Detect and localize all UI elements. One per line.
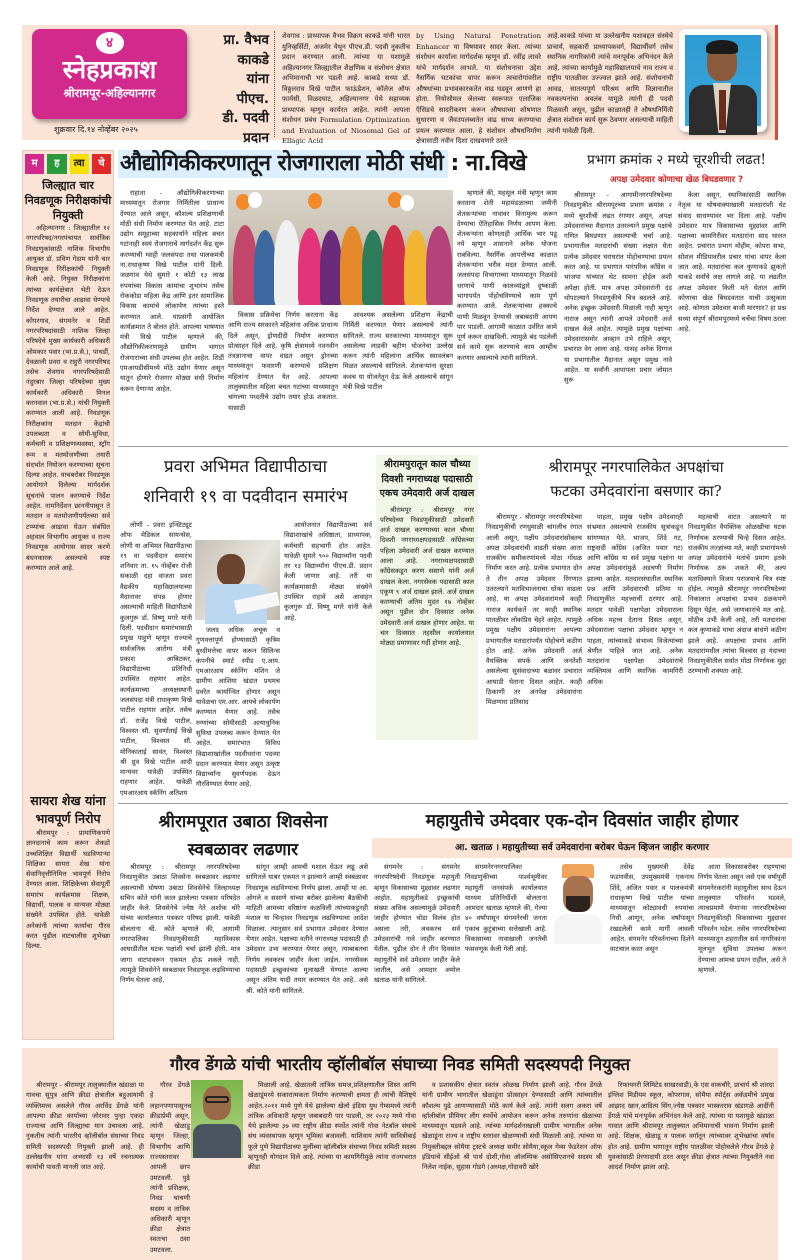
article-text: जलद अधिक अचूक व गुणवत्तापूर्ण होण्यासाठी कृत्रिम बुध्दीमत्तेचा वापर करून सिलिन्स कंपनीचे स्मार्ट स्पीड ए.आय. एमआरआय स्कॅनिंग मशिन जे ग्रामीण आशिया खंडात प्रथमच प्रवरेत कार्यान्वित होणार असून यावेळचा एम.आर. आयचे लोकार्पण करण्यात येणार आहे. तसेच रुग्णांच्या सोयीसाठी अत्याधुनिक सुविधा उपलब्ध करून देण्यात येत आहेत. समारंभात विविध विद्याशाखांतील पदवीधरांना पदव्या प्रदान करण्यात येणार असून उत्कृष्ट विद्यार्थ्यांना सुवर्णपदक देऊन गौरविण्यात येणार आहे. — [196, 626, 280, 789]
story-headline — [118, 452, 373, 512]
label-letter: त्वा — [70, 154, 89, 174]
headline-line: डी. पदवी — [222, 110, 269, 126]
person-photo — [550, 862, 606, 944]
event-photo — [228, 190, 453, 305]
article-text: श्रीरामपूर - श्रीरामपूर नगरपरिषदेच्या निवडणुकीची रणधुमाळी चांगलीच रंगात आली असून, पक्षीय उमेदवारांसोबतच अपक्ष उमेदवारांची वाढती संख्या आता राजकीय समीकरणांमध्ये मोठा गोंधळ निर्माण करत आहे. प्रत्येक प्रभागात दोन ते तीन अपक्ष उमेदवार रिंगणात उतरल्याने मतविभाजनाचा धोका वाढला आहे. या अपक्ष उमेदवारांमध्ये काही नाराज कार्यकर्ते तर काही स्थानिक पातळीवर लोकप्रिय चेहरे आहेत. त्यामुळे प्रमुख पक्षीय उमेदवारांना आपल्या प्रभागातील मतदारांपर्यंत पोहोचणे कठीण होत आहे. अनेक उमेदवारी अर्ज वैयक्तिक संपर्क आणि जनतेशी असलेल्या सुसंवादाच्या बळावर प्रचारात आघाडी घेताना दिसत आहेत. काही ठिकाणी तर अनपेक्ष उमेदवारांना मिळणारा प्रतिसाद — [486, 513, 582, 707]
headline-line: श्रीरामपूरात उबाठा शिवसेना — [158, 812, 328, 832]
left-column — [22, 150, 114, 1040]
newspaper-logo — [32, 29, 187, 119]
paper-place: श्रीरामपूर-अहिल्यानगर — [63, 86, 156, 100]
article-text: तसेच मुख्यमंत्री देवेंद्र फडणवीस, उपमुख्यमंत्री एकनाथ शिंदे, अजित पवार व पालकमंत्री राधाकृष्ण विखे पाटील यांच्या माध्यमातून कोट्यावधी रुपयांचा निधी आणून, अनेक वर्षांपासून रखडलेली कामे मार्गी लावली आहेत. संगमनेर परिवर्तनाच्या दिशेने वाटचाल करत असून — [610, 863, 694, 954]
story-headline: प्रभाग क्रमांक २ मध्ये चूरशीची लढत! — [587, 152, 766, 168]
dateline: शुक्रवार दि.१४ नोव्हेंबर २०२५ — [54, 125, 138, 134]
headline-line: फटका उमेदवारांना बसणार का? — [550, 482, 722, 500]
article-text: सांगून आम्ही आमची मशाल घेऊन लढू असे सांगितले याबर एकमत न झाल्याने आम्ही स्वबळावर निवडणूक लढविण्याचा निर्णय झाला. आम्ही या आ. ओगले व ससाणे यांच्या बरोबर झालेल्या बैठकीची माहिती आमच्या वरिष्ठांना कळविली त्यांच्याकडूनही मशाल या चिन्हावर निवडणूक लढविण्याचा आदेश मिळाला. त्यानुसार सर्व प्रभागात उमेदवार देण्यात येणार आहेत. पक्षाच्या वतीने नगराध्यक्ष पदासाठी ही उमेदवार उभा करण्यात येणार असून, त्याबाबतचा निर्णय लवकरच जाहीर केला जाईल. नगरसेवक पदासाठी इच्छुकांच्या मुलाखती घेण्यात आल्या असून अंतिम यादी तयार करण्यात येत आहे. असे श्री. कोते यांनी सांगितले. — [246, 863, 368, 995]
label-letter: चे — [92, 154, 111, 174]
article-text: रिफायनरी लिमिटेड साखरवाडी),के एस वाकचौरे, प्राचार्य श्री शारदा इंग्लिश मिडीयम स्कूल, कोपरगाव, सोमैया स्पोर्ट्स अकॅडमीचे प्रमुख आझाद खान,आदित्य सिंग,ज्येष्ठ पत्रकार भास्करराव खंडागळे आदींनी डेंगळे यांचे मनःपूर्वक अभिनंदन केले आहे. त्यांच्या या यशामुळे खंडाळा गावात आणि श्रीरामपूर तालुक्यात अभिमानाची भावना निर्माण झाली आहे. शिक्षक, खेळाडू व पालक वर्गातून त्यांच्यावर शुभेच्छांचा वर्षाव होत आहे. ग्रामीण भागातून राष्ट्रीय पातळीवर पोहोचलेले गौरव डेंगळे हे युवकांसाठी प्रेरणादायी ठरत असून क्रीडा क्षेत्रात त्यांच्या नियुक्तीने नवा आदर्श निर्माण झाला आहे. — [608, 1081, 774, 1172]
article-text: शेवगाव : प्राध्यापक वैभव विक्रम काकडे यांनी भारत युनिव्हर्सिटी, अजमेर येथून पीएच.डी. पदवी नुकतीच प्रदान करण्यात आली. त्यांच्या या यशामुळे अहिल्यानगर जिल्ह्यातील शैक्षणिक व संशोधन क्षेत्रात अभिमानाची भर पडली आहे. काकडे सध्या डॉ. विठ्ठलराव विखे पाटील फाऊंडेशन, कॉलेज ऑफ फार्मसी, विळदघाट, अहिल्यानगर येथे सहाय्यक प्राध्यापक म्हणून कार्यरत आहेत. त्यांनी आपला संशोधन प्रबंध Formulation Optimization and Evaluation of Niosomal Gel of Ellagic Acid — [282, 32, 410, 145]
headline-line: प्रा. वैभव — [223, 32, 269, 48]
article-text: केला असून, स्थानिकांसाठी स्थानिक नेतृत्व या घोषवाक्याखाली मतदारांशी थेट संवाद साधण्यावर भर दिला आहे. पक्षीय उमेदवार मात्र विकासाच्या मुद्द्यांवर आणि पक्षाच्या कामगिरीवर मतदारांना साद घालत आहेत. प्रचारात प्रभाग मोहीम, कोपरा सभा, सोशल मीडियावरील प्रचार यांचा वापर केला जात आहे. मतदारांचा कल कुणाकडे झुकतो याकडे सर्वांचे लक्ष लागले आहे. या लढतीत अपक्ष उमेदवार किती मते घेतात आणि कोणाचा खेळ बिघडवतात याची उत्सुकता आहे. कोणता उमेदवार बाजी मारणार? हा प्रश्न सध्या संपूर्ण श्रीरामपूरमध्ये चर्चेचा विषय ठरला आहे. — [678, 191, 786, 333]
article-text: श्रीरामपूर - आगामीनगरपरिषदेच्या निवडणुकीत श्रीरामपूरच्या प्रभाग क्रमांक २ मध्ये चुरशीची लढत रंगणार असून, अपक्ष उमेदवारांच्या मैदानात उतरल्याने प्रमुख पक्षांचे गणित बिघडणार असल्याची चर्चा आहे. प्रभागातील मतदारांची संख्या लक्षात घेता प्रत्येक उमेदवार घराघरांत पोहोचण्याचा प्रयत्न करत आहे. या प्रभागात पारंपरिक काँग्रेस व भाजपा यांच्यात थेट सामना होईल अशी अपेक्षा होती. मात्र अपक्ष उमेदवारांनी दंड थोपटल्याने निवडणुकीचे चित्र बदलले आहे. अनेक इच्छुक उमेदवारी मिळाली नाही म्हणून नाराज असून त्यांनी आपले उमेदवारी अर्ज दाखल केले आहेत. त्यामुळे प्रमुख पक्षांच्या उमेदवारांसमोर आव्हान उभे राहिले असून, प्रचारात वेग आला आहे. यासह अनेक दिग्गज या प्रभागातील मैदानात असून प्रमुख नावे आहेत. या सर्वांनी आपापला प्रचार जोमात सुरू — [564, 191, 672, 385]
article-text: by Using Natural Penetration Enhancer या विषयावर सादर केला. त्यांच्या संशोधन कार्याला मार्गदर्शक म्हणून डॉ. रवींद्र लावरे यांचे मार्गदर्शन लाभले. या संशोधनाचा उद्देश नैसर्गिक घटकांचा वापर करून त्वचारोगांवरील औषधांच्या प्रभावकारकतेत वाढ घडवून आणणे हा होता. नियोसोमल जेलच्या स्वरूपात एलाजिक ऍसिडचे सादरीकरण करून औषधाच्या शोषणात सुधारणा व जैवउपलब्धतेत वाढ साध्य करण्याचा प्रयत्न करण्यात आला. हे संशोधन औषधनिर्माण क्षेत्रासाठी नवीन दिशा दाखवणारे ठरले — [416, 32, 541, 145]
page-number: ४ — [96, 32, 124, 54]
article-text: पाहता, प्रमुख पक्षीय उमेदवारही संभ्रमात असल्याचे राजकीय सूत्रांकडून सांगण्यात येते. भाजप, शिंदे गट, राष्ट्रवादी काँग्रेस (अजित पवार गट) आणि काँग्रेस या सर्व प्रमुख पक्षांना या अपक्ष उमेदवारांमुळे अडचणी निर्माण झाल्या आहेत. मतदारसंघातील स्थानिक प्रश्न आणि उमेदवाराची प्रतिमा या निवडणुकीत महत्त्वाची ठरणार आहे. मतदार यावेळी पक्षापेक्षा उमेदवाराला अधिक महत्त्व देताना दिसत असून, उमेदवाराला पक्षाचा उमेदवार म्हणून न पाहता, त्यांच्याकडे संभाव्य विजेत्यांच्या श्रेणीत पाहिले जात आहे. अनेक मतदारांना पक्षापेक्षा उमेदवाराचे व्यक्तिमत्व आणि स्थानिक कामगिरी अधिक — [587, 513, 683, 686]
story-headline — [118, 808, 368, 864]
masthead — [22, 25, 778, 146]
masthead-headline — [194, 31, 269, 148]
headline-line: पीएच. — [236, 90, 269, 107]
person-photo — [191, 1080, 243, 1158]
story-headline — [486, 455, 786, 503]
article-text: विकास प्रक्रियेचा निर्णय करताना केंद्र आणि राज्य सरकारने महिलांना अधिक प्राधान्य दिले असून, ड्रोणदीदी निर्माण करण्यात प्रोत्साहन दिले आहे. कृषि क्षेत्रामध्ये नवनवीन तंत्रज्ञानाचा वापर वाढत असून ड्रोनच्या माध्यमातून फवारणी करण्याचे प्रशिक्षण महिलांना देण्यात येत आहे. आपल्या तालुक्यातील महिला बचत गटांच्या माध्यमातून चांगल्या पध्दतीचे उद्योग तयार होऊ शकतात. यासाठी — [228, 311, 338, 412]
article-text: श्रीरामपूर : प्रामाणिकपणे ज्ञानदानाचे काम करून शेकडो उच्चशिक्षित विद्यार्थी घडविणाऱ्या शिक्षिका सायरा शेख यांना सेवानिवृत्तीनिमित्त भावपूर्ण निरोप देण्यात आला. शिक्षिकेच्या सेवापूर्ती समारंभ कार्यक्रमास शिक्षक, विद्यार्थी, पालक व मान्यवर मोठ्या संख्येने उपस्थित होते. यावेळी अनेकांनी त्यांच्या कार्याचा गौरव करत पुढील वाटचालीस शुभेच्छा दिल्या. — [26, 829, 110, 951]
column-divider — [274, 31, 277, 137]
story-headline: श्रीरामपुरातून काल चौथ्या दिवशी नगराध्यक्ष पदासाठी एकच उमेदवारी अर्ज दाखल — [379, 459, 475, 499]
article-text: संगमनेरनगरपालिका निवडणुकीच्या पार्श्वभूमीवर महायुती जनसंपर्क कार्यालयात माध्यम प्रतिनिधींशी बोलताना आमदार खताळ म्हणाले की, गेल्या ४० वर्षांपासून संगमनेरची जनता एकाच कुटुंबाच्या सत्तेखाली आहे. विकासाच्या नावाखाली जनतेची फसवणूक केली गेली आहे. — [465, 863, 547, 954]
portrait-photo — [679, 29, 767, 132]
article-text: महत्वाची वाटत असल्याने या निवडणुकीत वैयक्तिक ओळखीचा घटक निर्णायक ठरण्याची चिन्हे दिसत आहेत. राजकीय तज्ज्ञांच्या मते, काही प्रभागांमध्ये अपक्ष उमेदवारांचे मतांचे प्रमाण इतके निर्णायक ठरू शकते की, अल्प मताधिक्याने विजय पराजयाचे चित्र स्पष्ट होईल. त्यामुळे श्रीरामपूर नगरपरिषदेच्या निकालात अपक्षांचा प्रभाव ठळकपणे दिसून येईल, असे जाणकारांचे मत आहे. मोठीच उभी केली आहे, तरी मतदारांचा कल कुणाकडे याचा अंदाज बांधणे कठीण झाले आहे. अपक्षांचा प्रभाव आणि मतदारांमधील त्यांचा विश्वास हा यंदाच्या निवडणुकीतील सर्वात मोठा निर्णायक मुद्दा ठरण्याची शक्यता आहे. — [688, 513, 786, 676]
article-text: श्रीरामपूर : श्रीरामपूर नगरपरिषदेच्या निवडणुकीत उबाठा शिवसेना स्वबळावर लढणार असल्याची घोषणा उबाठा शिवसेनेचे जिल्हाध्यक्ष सचिन कोते यांनी काल झालेल्या पत्रकार परिषदेत जाहीर केले. शिवसेनेचे ज्येष्ठ नेते अशोक थोरे यांच्या कार्यालयात पत्रकार परिषद झाली. यावेळी बोलताना श्री. कोते म्हणाले की, आगामी नगरपालिका निवडणुकीसाठी महाविकास आघाडीतील घटक पक्षांशी चर्चा झाली होती. मात्र जागा वाटपावरून एकमत होऊ शकले नाही. त्यामुळे शिवसेनेने स्वबळावर निवडणूक लढविण्याचा निर्णय घेतला आहे. — [120, 863, 241, 985]
headline-line: श्रीरामपूर नगरपालिकेत अपक्षांचा — [548, 458, 724, 476]
label-letter: ह — [47, 154, 66, 174]
story-headline: गौरव डेंगळे यांची भारतीय व्हॉलीबॉल संघाच्या निवड समिती सदस्यपदी नियुक्त — [170, 1055, 630, 1074]
story-headline: जिल्ह्यात चार निवडणूक निरीक्षकांची नियुक्ती — [24, 179, 112, 222]
article-text: राहाता - औद्योगिकीकरणाच्या माध्यमातून रोजगार निर्मितीला प्राधान्य देण्यात आले असून, कौशल्य प्रशिक्षणाची मोठी संधी निर्माण करण्यात येत आहे. टाटा उद्योग समूहाच्या सहकार्याने महिला बचत गटांनाही स्वयं रोजगाराचे मार्गदर्शन केंद्र सुरू करण्याची ग्वाही जलसंपदा तथा पालकमंत्री ना.राधाकृष्ण विखे पाटील यांनी दिली. जळगाव येथे सुमारे १ कोटी १३ लाख रुपयांच्या विकास कामांचा शुभारंभ तसेच रोककोडा महिला केंद्र आणि इतर सामाजिक विकास कामांचे लोकार्पण त्यांच्या हस्ते करण्यात आले. याप्रसंगी आयोजित कार्यक्रमात ते बोलत होते. आपल्या भाषणात मंत्री विखे पाटील म्हणाले की, औद्योगिकीकरणामुळे ग्रामीण भागात रोजगाराच्या संधी उपलब्ध होत आहेत. शिर्डी एमआयडीसीमध्ये मोठे उद्योग येणार असून यातून होणारे रोजगार मोठ्या संधी निर्माण करून देणाऱ्या आहेत. — [120, 189, 224, 393]
article-text: व प्रशासकीय क्षेत्रात स्वतंत्र ओळख निर्माण झाली आहे. गौरव डेंगळे यांनी ग्रामीण भागातील खेळाडूंना प्रोत्साहन देण्यासाठी आणि त्यांच्यातील कौशल्य पुढे आणण्यासाठी मोठे कार्य केले आहे. त्यांनी सलग अकरा वर्षे व्हॉलीबॉल प्रीमियर लीग स्पर्धेचे आयोजन करून अनेक तरुणांना खेळाच्या माध्यमातून घडवले आहे. त्यांच्या मार्गदर्शनाखाली ग्रामीण भागातील अनेक खेळाडूंना राज्य व राष्ट्रीय स्तरावर खेळण्याची संधी मिळाली आहे. त्यांच्या या नियुक्तीबद्दल सोमैया ट्रस्टचे अध्यक्ष समीर सोमैया,स्कूल गेम्स फेडरेशन ऑफ इंडियाचे सीईओ श्री पार्थ दोशी,गोवा ऑलम्पिक असोसिएशनचे सदस्य श्री निलेश नाईक, सुहास गोडगे (अध्यक्ष,गोदावरी खोरे — [422, 1081, 602, 1172]
section-divider — [118, 446, 788, 447]
article-text: अहिल्यानगर : जिल्ह्यातील १२ नगरपरिषद/नगरपंचायत सार्वत्रिक निवडणुकांसाठी नाशिक विभागीय आयुक्त डॉ. प्रविण गेडाम यांनी चार निवडणूक निरीक्षकांची नियुक्ती केली आहे. नियुक्त निरीक्षकांना त्यांच्या कार्यक्षेत्रात भेटी देऊन निवडणूक तयारीचा आढावा घेण्याचे निर्देश देण्यात आले आहेत. कोपरगाव, संगमनेर व शिर्डी नगरपरिषदांसाठी नाशिक जिल्हा परिषदेचे मुख्य कार्यकारी अधिकारी ओमकार पवार (भा.प्र.से.), पाथर्डी, देवळाली प्रवरा व राहुरी नगरपरिषद तसेच शेवगाव नगरपरिषदेसाठी नंदुरबार जिल्हा परिषदेच्या मुख्य कार्यकारी अधिकारी मिनल करनवाल (भा.प्र.से.) यांची नियुक्ती करण्यात आली आहे. निवडणूक निरीक्षकांना मतदान केंद्रांची उपलब्धता व सोयी-सुविधा, कर्मचारी व प्रशिक्षणव्यवस्था, स्ट्राँग रूम व मतमोजणीच्या तयारी संदर्भात नियोजन करण्याच्या सूचना दिल्या आहेत. याचबरोबर निवडणूक आयोगाने दिलेल्या मार्गदर्शक सूचनांचे पालन करण्याचे निर्देश आहेत. नामनिर्देशन छाननीपासून ते मतदान व मतमोजणीपर्यंतच्या सर्व टप्प्यांचा आढावा घेऊन संबंधित अहवाल विभागीय आयुक्त व राज्य निवडणूक आयोगास सादर करणे बंधनकारक असल्याचे स्पष्ट करण्यात आले आहे. — [26, 224, 110, 572]
paper-name: स्नेहप्रकाश — [62, 55, 157, 84]
article-text: आवश्यक असलेल्या प्रशिक्षण केंद्राची निर्मिती करण्यात येणार असल्याचे त्यांनी सांगितले. राज्य सरकारच्या माध्यमातून सुरू असलेल्या लाडकी बहीण योजनेचा उल्लेख करून त्यांनी महिलांना आर्थिक स्वावलंबन मिळत असल्याचे सांगितले. शेतकऱ्यांना सुरक्षा कवच या योजनेतून देऊ केले असल्याचे सांगून मंत्री विखे पाटील — [343, 311, 453, 392]
article-text: म्हणाले की, महसूल मंत्री म्हणून काम करताना शेती महामंडळाच्या जमीनी शेतकऱ्यांच्या नावावर विनामुल्य करून देण्याचा ऐतिहासिक निर्णय आपण केला. शेतकऱ्यांना कोणताही आर्थिक भार पडू नये म्हणून शासनाने अनेक योजना राबविल्या. नैसर्गिक आपत्तीच्या काळात शेतकऱ्यांना भरीव मदत देण्यात आली. जलसंपदा विभागाच्या माध्यमातून निळवंडे धरणाचे पाणी कालव्यांद्वारे दुष्काळी भागापर्यंत पोहोचविण्याचे काम पूर्ण करण्यात आले. शेतकऱ्यांच्या हक्काचे पाणी मिळवून देण्याची जबाबदारी आपण पार पाडली. आगामी काळात उर्वरित कामे पूर्ण करून दाखविली. त्यामुळे बंद पडलेली सर्व कामे सुरू करण्याचे काम आम्हीच करणार असल्याचे त्यांनी सांगितले. — [457, 189, 557, 362]
article-text: आयोजनात विद्यापीठाच्या सर्व विद्याशाखांचे अधिष्ठाता, प्राध्यापक, कर्मचारी सहभागी होत आहेत. यावेळी सुमारे ९०० विद्यार्थ्यांना पदवी तर १३ विद्यार्थ्यांना पीएच.डी. प्रदान केली जाणार आहे. तरी या कार्यक्रमासाठी मोठ्या संख्येने उपस्थित राहावे असे आवाहन कुलगुरू डॉ. विष्णू मगरे यांनी केले आहे. — [284, 521, 372, 622]
label-letter: म — [25, 154, 44, 174]
article-text: श्रीरामपूर - श्रीरामपूर तालुक्यातील खंडाळा या गावचा सुपुत्र आणि क्रीडा क्षेत्रातील बहुआयामी व्यक्तिमत्त्व असलेले गौरव अरविंद डेंगळे यांनी आपल्या क्रीडा कार्याच्या जोरावर पुन्हा एकदा राज्याचा आणि जिल्ह्याचा मान उंचावला आहे. नुकतीच त्यांनी भारतीय व्हॉलीबॉल संघाच्या निवड समिती सदस्यपदी नियुक्ती झाली आहे. ही उल्लेखनीय यांना अभ्यासी १३ वर्षे रचनात्मक कार्याची पावती मानली जात आहे. — [26, 1081, 144, 1172]
article-text: लोणी - प्रवरा इन्स्टिट्यूट ऑफ मेडिकल सायन्सेस, लोणी या अभिमत विद्यापीठाचा १९ वा पदवीदान समारंभ शनिवार ता. १५ नोव्हेंबर रोजी सकाळी दहा वाजता प्रवरा वैद्यकीय महाविद्यालयाच्या मैदानावर संपन्न होणार असल्याची माहिती विद्यापीठाचे कुलगुरू डॉ. विष्णू मगरे यांनी दिली. पदवीदान समारंभासाठी प्रमुख पाहुणे म्हणून राज्याचे सार्वजनिक आरोग्य मंत्री प्रकाश आबिटकर, विद्यापीठाच्या प्रतिनिधी उपस्थित राहणार आहेत. कार्यक्रमाच्या अध्यक्षस्थानी जलसंपदा मंत्री राधाकृष्ण विखे पाटील राहणार आहेत. तसेच डॉ. राजेंद्र विखे पाटील, विश्वस्त सौ. सुवर्णाताई विखे पाटील, विश्वस्त सौ. मोनिकाताई सावंत, विश्वस्त श्री ध्रुव विखे पाटील आदी मान्यवर यावेळी उपस्थित राहणार आहेत. यावेळी एमआरआय स्कॅनिंग अतिशय — [120, 521, 192, 797]
article-text: मिळाली आहे. खेळातली तांत्रिक समज,प्रशिक्षणातील शिस्त आणि खेळाडूंमध्ये सकारात्मकता निर्माण करण्याची क्षमता ही त्यांची वैशिष्ट्ये आहेत.२०११ मध्ये पुणे येथे झालेल्या खेलो इंडिया युथ गेम्समध्ये त्यांनी तांत्रिक अधिकारी म्हणून जबाबदारी पार पाडली, तर २०२३ मध्ये गोवा येथे झालेल्या ३७ व्या राष्ट्रीय क्रीडा स्पर्धेत त्यांनी गोवा नेटबॉल संघाचे संघ व्यवस्थापक म्हणून भूमिका बजावली. याशिवाय त्यांनी सावित्रीबाई फुले पुणे विद्यापीठाच्या मुलींच्या व्हॉलीबॉल संघाच्या निवड समिती सदस्य म्हणूनही योगदान दिले आहे. त्यांच्या या कामगिरीमुळे त्यांना राज्यभरात क्रीडा — [248, 1081, 416, 1172]
story-subheadline: अपक्ष उमेदवार कोणाचा खेळ बिघडवणार ? — [609, 175, 744, 185]
story-headline: महायुतीचे उमेदवार एक-दोन दिवसांत जाहीर होणार — [425, 811, 739, 831]
section-divider — [118, 803, 788, 804]
story-subheadline: आ. खताळ । महायुतीच्या सर्व उमेदवारांना बरोबर घेऊन व्हिजन जाहीर करणार — [372, 838, 792, 858]
story-headline: औद्योगिकीकरणातून रोजगाराला मोठी संधी : ना.विखे — [120, 151, 527, 176]
article-text: श्रीरामपूर : श्रीरामपूर नगर परिषदेच्या निवडणुकीसाठी उमेदवारी अर्ज दाखल करण्याच्या काल चौथ्या दिवशी नगराध्यक्षपदासाठी काँग्रेसच्या पहिला उमेदवारी अर्ज दाखल करण्यात आला आहे. नगराध्यक्षपदासाठी काँग्रेसकडून करण ससाणे यांनी अर्ज दाखल केला. नगरसेवक पदासाठी काल एकूण ९ अर्ज दाखल झाले. अर्ज दाखल करण्याची अंतिम मुदत १७ नोव्हेंबर असून पुढील दोन दिवसात अनेक उमेदवारी अर्ज दाखल होणार आहेत. या चार दिवसात तहसील कार्यालयात मोठ्या प्रमाणावर गर्दी होणार आहे. — [380, 505, 474, 648]
headline-line: प्रदान — [243, 129, 269, 146]
headline-line: यांना — [246, 71, 269, 87]
article-text: गौरव डेंगळे हे लहानपणापासूनच क्रीडाप्रेमी असून, त्यांनी खेळाडू म्हणून जिल्हा, विभागीय आणि राज्यस्तरावर आपली छाप उमटवली. पुढे त्यांनी प्रशिक्षक, निवड चाचणी सदस्य व तांत्रिक अधिकारी म्हणून क्रीडा क्षेत्रात स्वतःचा ठसा उमटवला. — [150, 1081, 192, 1254]
headline-line: काकडे — [237, 51, 269, 68]
section-label — [23, 151, 113, 174]
story-headline: सायरा शेख यांना भावपूर्ण निरोप — [30, 793, 106, 826]
headline-line: शनिवारी १९ वा पदवीदान समारंभ — [143, 487, 348, 507]
article-text: आता विकासाबरोबर राहण्याचा निर्णय घेतला असून जसे एक वर्षापूर्वी संगमनेरकरांनी महायुतीला साथ देऊन तालुक्यात परिवर्तन घडवले, त्याचप्रमाणे येणाऱ्या नगरपरिषदेच्या निवडणुकीतही विकासाच्या मुद्द्यावर परिवर्तन घडेल. तसेच नगरपरिषदेच्या माध्यमातून शहरातील सर्व नागरिकांना मूलभूत सुविधा उपलब्ध करून देण्याचा आमचा प्रयत्न राहील, असे ते म्हणाले. — [698, 863, 786, 974]
person-photo — [195, 540, 280, 620]
headline-line: स्वबळावर लढणार — [187, 840, 299, 860]
article-text: संगमनेर : संगमनेर नगरपरिषदेची निवडणूक महायुती म्हणून विकासाच्या मुद्द्यावर लढणार आहोत. महायुतीकडे इच्छुकांची संख्या अधिक असल्यामुळे उमेदवारी जाहीर होण्यात थोडा विलंब होत असला तरी, लवकरच सर्व उमेदवारांची नावे जाहीर करण्यात येतील. पुढील दोन ते तीन दिवसांत महायुतीचे सर्व उमेदवार जाहीर केले जातील, असे आमदार अमोल खताळ यांनी सांगितले. — [374, 863, 460, 985]
article-text: आहे.काकडे यांच्या या उल्लेखनीय यशाबद्दल संस्थेचे प्राचार्य, सहकारी प्राध्यापकवर्ग, विद्यार्थीवर्ग तसेच स्थानिक नागरिकांनी त्यांचे मनःपूर्वक अभिनंदन केले आहे. त्यांच्या कार्यामुळे महाविद्यालयाचे नाव राज्य व राष्ट्रीय पातळीवर उज्ज्वल झाले आहे. संशोधनाची आवड, सातत्यपूर्ण परिश्रम आणि विज्ञानातील नवकल्पनांचा अवलंब यामुळे त्यांनी ही पदवी मिळवली असून, पुढील काळातही ते औषधनिर्मिती क्षेत्रात संशोधन कार्य सुरू ठेवणार असल्याची माहिती त्यांनी यावेळी दिली. — [547, 32, 673, 135]
headline-line: प्रवरा अभिमत विद्यापीठाचा — [164, 457, 327, 477]
side-story — [376, 455, 478, 740]
